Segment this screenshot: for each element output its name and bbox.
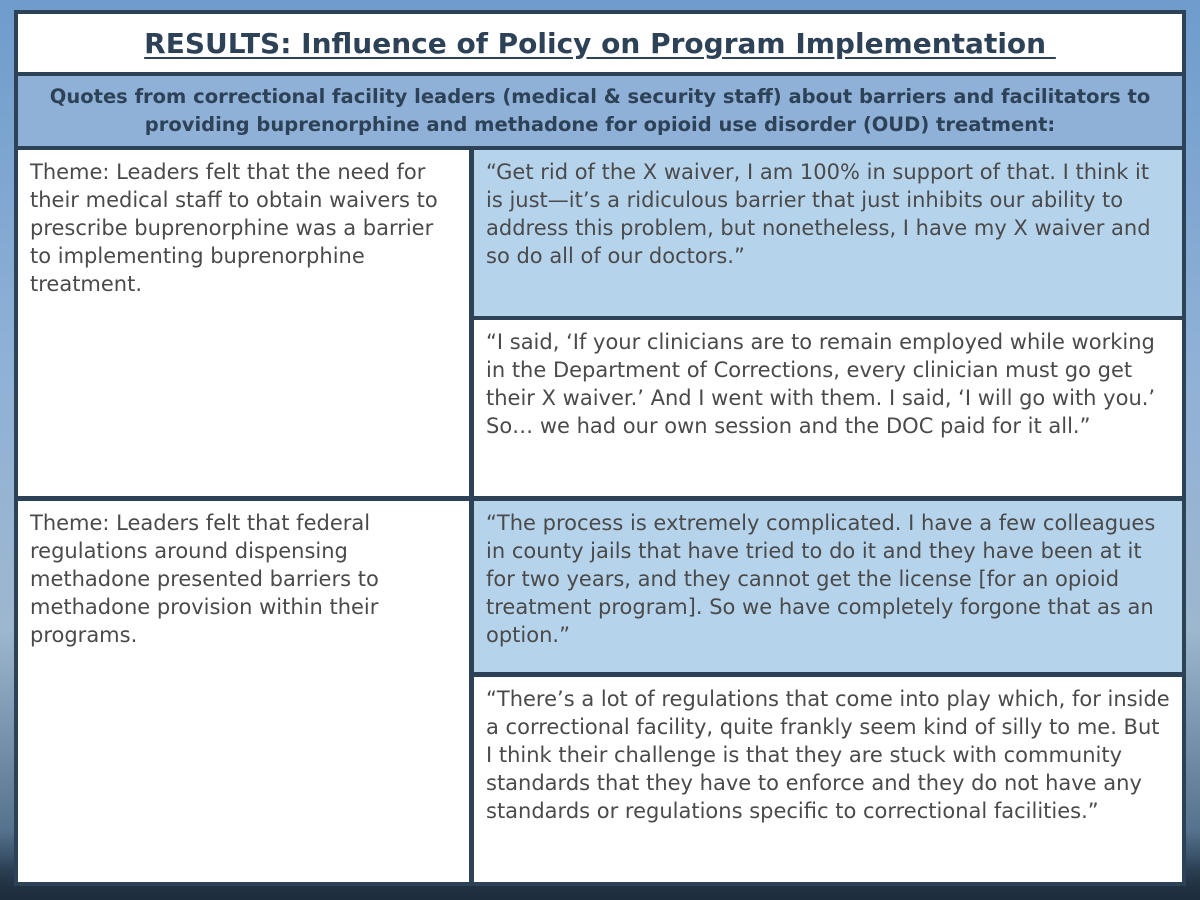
quote-cell: “Get rid of the X waiver, I am 100% in support of that. I think it is just—it’s a ridiculous barrier that just inhibits our ability to address this problem, but nonetheless, I have my X waiver and so do all of our doctors.”	[474, 150, 1182, 316]
quote-cell: “I said, ‘If your clinicians are to remain employed while working in the Department of Corrections, every clinician must go get their X waiver.’ And I went with them. I said, ‘I will go with you.’ So… we had our own session and the DOC paid for it all.”	[474, 320, 1182, 496]
theme-cell-methadone: Theme: Leaders felt that federal regulations around dispensing methadone presented barriers to methadone provision within their programs.	[18, 501, 469, 882]
title-bar	[18, 14, 1182, 72]
subtitle: Quotes from correctional facility leaders (medical & security staff) about barriers and facilitators to providing buprenorphine and methadone for opioid use disorder (OUD) treatment:	[49, 85, 1151, 136]
theme-cell-buprenorphine: Theme: Leaders felt that the need for their medical staff to obtain waivers to prescribe buprenorphine was a barrier to implementing buprenorphine treatment.	[18, 150, 469, 496]
quote-cell: “There’s a lot of regulations that come into play which, for inside a correctional facility, quite frankly seem kind of silly to me. But I think their challenge is that they are stuck with community standards that they have to enforce and they do not have any standards or regulations specific to correctional facilities.”	[474, 677, 1182, 882]
results-slide	[14, 10, 1186, 886]
quote-cell: “The process is extremely complicated. I have a few colleagues in county jails that have tried to do it and they have been at it for two years, and they cannot get the license [for an opioid treatment program]. So we have completely forgone that as an option.”	[474, 501, 1182, 672]
subtitle-bar	[18, 76, 1182, 146]
page-title: RESULTS: Influence of Policy on Program Implementation	[144, 26, 1056, 60]
